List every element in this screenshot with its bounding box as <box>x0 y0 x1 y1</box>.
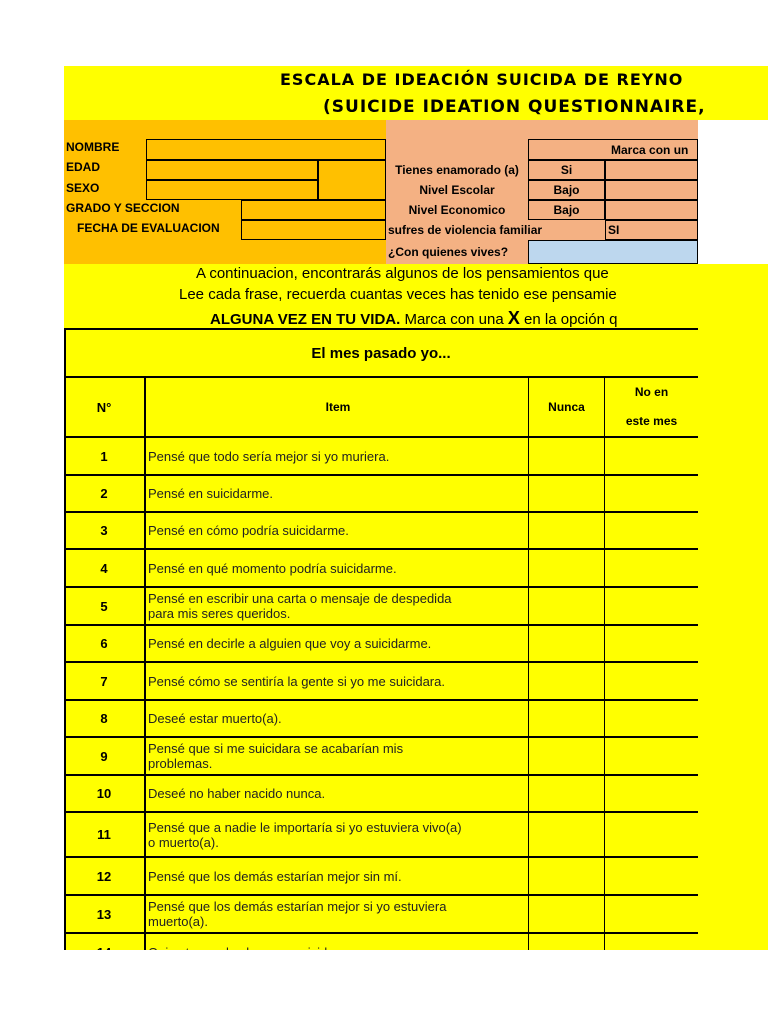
page-bottom-margin <box>0 950 768 1024</box>
fecha-field[interactable] <box>241 220 386 240</box>
row-item-line1: Deseé no haber nacido nunca. <box>148 786 326 801</box>
row-nunca-cell[interactable] <box>529 813 605 856</box>
row-number: 11 <box>64 813 146 856</box>
row-item <box>146 701 529 736</box>
nivel-escolar-value[interactable]: Bajo <box>528 180 605 200</box>
row-item <box>146 513 529 548</box>
label-nombre: NOMBRE <box>66 140 120 154</box>
section-title: El mes pasado yo... <box>311 344 451 362</box>
row-no-en-este-mes-cell[interactable] <box>605 858 698 894</box>
row-number: 12 <box>64 858 146 894</box>
nivel-economico-mark[interactable] <box>605 200 698 220</box>
label-nivel-escolar: Nivel Escolar <box>419 183 495 197</box>
grado-field[interactable] <box>241 200 386 220</box>
row-number: 9 <box>64 738 146 774</box>
table-row <box>64 894 698 932</box>
row-number: 4 <box>64 550 146 586</box>
row-no-en-este-mes-cell[interactable] <box>605 776 698 811</box>
row-item-line1: Pensé en decirle a alguien que voy a suicidarme. <box>148 636 432 651</box>
row-item <box>146 588 529 624</box>
header-no-line1: No en <box>634 385 669 399</box>
row-item-line1: Pensé que si me suicidara se acabarían mis <box>148 741 404 756</box>
row-item-line1: Pensé en cómo podría suicidarme. <box>148 523 349 538</box>
row-item <box>146 626 529 661</box>
sexo-field[interactable] <box>146 180 318 200</box>
row-no-en-este-mes-cell[interactable] <box>605 476 698 511</box>
table-row <box>64 624 698 661</box>
violencia-value[interactable]: SI <box>605 220 698 240</box>
nivel-economico-value[interactable]: Bajo <box>528 200 605 220</box>
row-item-line2: problemas. <box>148 756 213 771</box>
row-number: 3 <box>64 513 146 548</box>
row-item-line1: Pensé en qué momento podría suicidarme. <box>148 560 397 576</box>
instructions-mid: Marca con una <box>400 311 508 328</box>
instructions-line-2: Lee cada frase, recuerda cuantas veces has tenido ese pensamie <box>179 286 617 303</box>
row-item-line1: Pensé cómo se sentiría la gente si yo me suicidara. <box>148 673 445 689</box>
table-row <box>64 436 698 474</box>
row-item <box>146 663 529 699</box>
label-enamorado: Tienes enamorado (a) <box>395 163 519 177</box>
instructions-line-1: A continuacion, encontrarás algunos de los pensamientos que <box>196 265 609 282</box>
row-item <box>146 858 529 894</box>
row-nunca-cell[interactable] <box>529 550 605 586</box>
row-nunca-cell[interactable] <box>529 896 605 932</box>
label-edad: EDAD <box>66 160 101 174</box>
instructions-x-mark: X <box>507 308 520 328</box>
right-margin-band <box>698 264 768 950</box>
row-item-line1: Pensé en escribir una carta o mensaje de despedida <box>148 591 452 606</box>
row-no-en-este-mes-cell[interactable] <box>605 813 698 856</box>
row-nunca-cell[interactable] <box>529 701 605 736</box>
table-row <box>64 548 698 586</box>
row-item-line2: para mis seres queridos. <box>148 606 291 621</box>
row-number: 7 <box>64 663 146 699</box>
label-fecha: FECHA DE EVALUACION <box>77 221 220 235</box>
instructions-end: en la opción q <box>519 311 618 328</box>
page-subtitle: (SUICIDE IDEATION QUESTIONNAIRE, <box>323 97 706 117</box>
row-nunca-cell[interactable] <box>529 776 605 811</box>
row-no-en-este-mes-cell[interactable] <box>605 588 698 624</box>
enamorado-value[interactable]: Si <box>528 160 605 180</box>
header-item: Item <box>146 378 529 436</box>
row-item-line1: Deseé estar muerto(a). <box>148 711 282 726</box>
row-nunca-cell[interactable] <box>529 738 605 774</box>
edad-field-extra[interactable] <box>318 160 386 200</box>
table-row <box>64 774 698 811</box>
table-row <box>64 511 698 548</box>
label-sexo: SEXO <box>66 181 100 195</box>
header-nunca: Nunca <box>529 378 605 436</box>
row-item <box>146 438 529 474</box>
label-vives: ¿Con quienes vives? <box>388 245 509 259</box>
row-item-line1: Pensé que todo sería mejor si yo muriera. <box>148 448 390 464</box>
row-no-en-este-mes-cell[interactable] <box>605 550 698 586</box>
row-item <box>146 776 529 811</box>
enamorado-mark[interactable] <box>605 160 698 180</box>
row-nunca-cell[interactable] <box>529 476 605 511</box>
row-number: 6 <box>64 626 146 661</box>
table-row <box>64 586 698 624</box>
table-row <box>64 699 698 736</box>
row-item <box>146 738 529 774</box>
row-no-en-este-mes-cell[interactable] <box>605 896 698 932</box>
row-no-en-este-mes-cell[interactable] <box>605 626 698 661</box>
row-nunca-cell[interactable] <box>529 513 605 548</box>
row-number: 5 <box>64 588 146 624</box>
table-row <box>64 736 698 774</box>
row-no-en-este-mes-cell[interactable] <box>605 701 698 736</box>
vives-field[interactable] <box>528 240 698 264</box>
row-nunca-cell[interactable] <box>529 438 605 474</box>
table-header-row <box>64 376 698 436</box>
row-item-line2: o muerto(a). <box>148 834 219 850</box>
row-nunca-cell[interactable] <box>529 858 605 894</box>
edad-field[interactable] <box>146 160 318 180</box>
page-title: ESCALA DE IDEACIÓN SUICIDA DE REYNO <box>280 70 684 89</box>
header-no-line2: este mes <box>625 414 678 428</box>
row-item-line1: Pensé que los demás estarían mejor si yo estuviera <box>148 899 447 914</box>
row-item-line1: Pensé que a nadie le importaría si yo estuviera vivo(a) <box>148 819 462 835</box>
table-row <box>64 856 698 894</box>
row-number: 1 <box>64 438 146 474</box>
label-nivel-economico: Nivel Economico <box>408 203 506 217</box>
label-violencia: sufres de violencia familiar <box>388 223 543 237</box>
row-item-line1: Pensé en suicidarme. <box>148 486 274 501</box>
row-number: 2 <box>64 476 146 511</box>
row-item <box>146 896 529 932</box>
row-number: 8 <box>64 701 146 736</box>
row-no-en-este-mes-cell[interactable] <box>605 513 698 548</box>
row-no-en-este-mes-cell[interactable] <box>605 663 698 699</box>
table-row <box>64 661 698 699</box>
table-row <box>64 811 698 856</box>
header-number: N° <box>64 378 146 436</box>
row-item <box>146 550 529 586</box>
table-row <box>64 474 698 511</box>
row-number: 13 <box>64 896 146 932</box>
row-item-line2: muerto(a). <box>148 914 208 929</box>
label-grado: GRADO Y SECCION <box>66 201 180 215</box>
nombre-field[interactable] <box>146 139 386 160</box>
row-item-line1: Pensé que los demás estarían mejor sin mí. <box>148 868 402 884</box>
row-item <box>146 476 529 511</box>
row-number: 10 <box>64 776 146 811</box>
row-item <box>146 813 529 856</box>
instructions-line-3 <box>210 308 617 329</box>
row-nunca-cell[interactable] <box>529 626 605 661</box>
row-no-en-este-mes-cell[interactable] <box>605 738 698 774</box>
row-no-en-este-mes-cell[interactable] <box>605 438 698 474</box>
row-nunca-cell[interactable] <box>529 588 605 624</box>
nivel-escolar-mark[interactable] <box>605 180 698 200</box>
row-nunca-cell[interactable] <box>529 663 605 699</box>
instructions-emphasis: ALGUNA VEZ EN TU VIDA. <box>210 311 401 328</box>
header-no-en-este-mes <box>605 378 698 436</box>
marca-header: Marca con un <box>528 139 698 160</box>
